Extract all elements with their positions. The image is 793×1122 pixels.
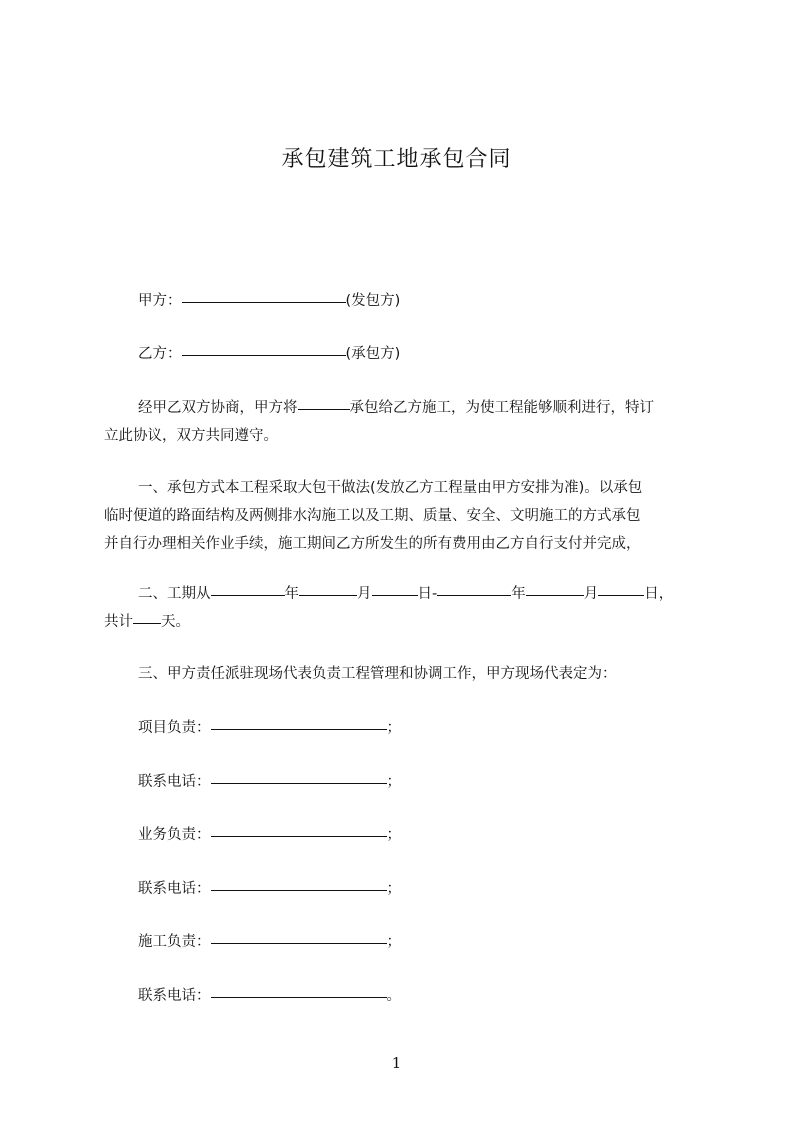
contact-row [104,876,704,902]
intro-paragraph [104,394,704,450]
month-label: 月 [357,586,372,602]
contact-label: 联系电话： [138,988,211,1004]
end-day-blank [598,581,644,596]
day-dash-label: 日- [417,586,438,602]
contact-blank [211,929,387,944]
contact-row [104,983,704,1009]
year-label: 年 [284,586,299,602]
total-suffix: 天。 [161,614,190,630]
party-a-line [104,288,704,314]
contact-blank [211,769,387,784]
party-a-label: 甲方： [138,293,182,309]
start-day-blank [372,581,418,596]
clause-1 [104,474,704,558]
party-b-blank [182,341,346,356]
intro-text-1: 经甲乙双方协商，甲方将 [138,400,298,416]
year-label-2: 年 [511,586,526,602]
contact-label: 项目负责： [138,720,211,736]
clause-2 [104,580,704,636]
contact-blank [211,715,387,730]
contact-blank [211,983,387,998]
month-label-2: 月 [583,586,599,602]
party-b-role: (承包方) [345,346,401,362]
contact-row [104,715,704,741]
clause-2-prefix: 二、工期从 [138,586,211,602]
contact-label: 施工负责： [138,934,211,950]
total-prefix: 共计 [104,614,133,630]
contact-end: ； [386,881,401,897]
party-a-role: (发包方) [345,293,401,309]
contact-end: ； [386,774,401,790]
party-a-blank [182,288,346,303]
project-blank [298,395,350,410]
clause-1-line-3: 并自行办理相关作业手续，施工期间乙方所发生的所有费用由乙方自行支付并完成， [104,536,641,552]
contact-blank [211,876,387,891]
clause-1-line-1: 一、承包方式本工程采取大包干做法(发放乙方工程量由甲方安排为准)。以承包 [138,480,643,496]
party-b-line [104,341,704,367]
intro-text-2: 承包给乙方施工，为使工程能够顺利进行，特订 [349,400,654,416]
contact-label: 联系电话： [138,774,211,790]
party-b-label: 乙方： [138,346,182,362]
document-title: 承包建筑工地承包合同 [281,147,512,172]
contact-label: 联系电话： [138,881,211,897]
clause-1-line-2: 临时便道的路面结构及两侧排水沟施工以及工期、质量、安全、文明施工的方式承包 [104,508,641,524]
end-month-blank [526,581,584,596]
contact-row [104,822,704,848]
clause-3-text: 三、甲方责任派驻现场代表负责工程管理和协调工作，甲方现场代表定为： [138,666,617,682]
contact-end: ； [386,934,401,950]
total-days-blank [133,609,161,624]
day-end-label: 日， [644,586,674,602]
contact-label: 业务负责： [138,827,211,843]
start-year-blank [211,581,285,596]
clause-3 [104,661,704,687]
page-number: 1 [391,1054,402,1072]
intro-text-3: 立此协议，双方共同遵守。 [104,428,278,444]
end-year-blank [437,581,511,596]
contact-end: 。 [386,988,401,1004]
contact-row [104,769,704,795]
contact-end: ； [386,827,401,843]
contact-row [104,929,704,955]
start-month-blank [299,581,357,596]
contact-blank [211,822,387,837]
contact-end: ； [386,720,401,736]
